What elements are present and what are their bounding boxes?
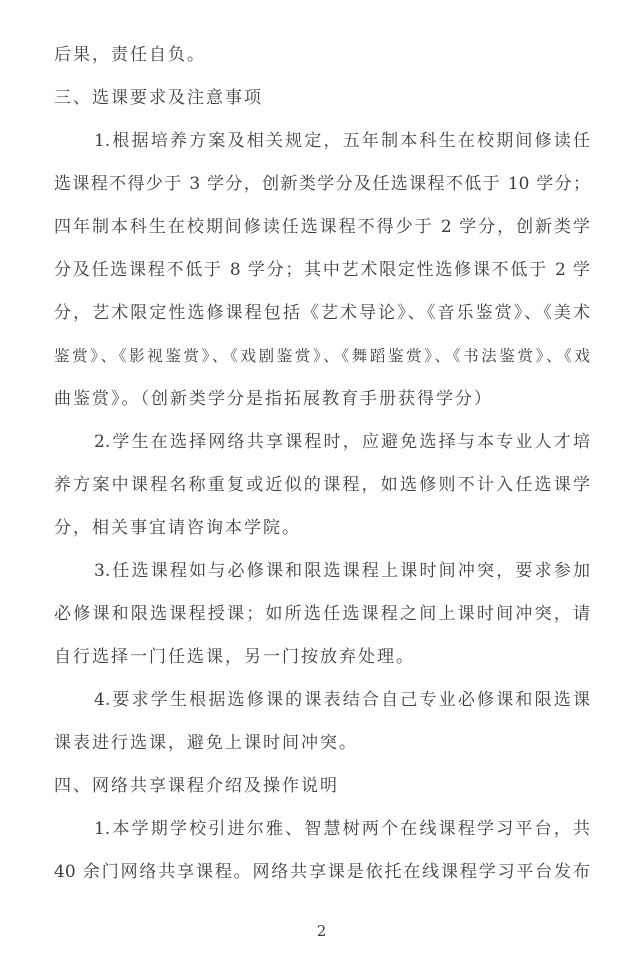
- text-line: 选课程不得少于 3 学分，创新类学分及任选课程不低于 10 学分；: [54, 174, 590, 194]
- text-line: 后果，责任自负。: [54, 45, 206, 65]
- text-line: 1.根据培养方案及相关规定，五年制本科生在校期间修读任: [94, 131, 590, 151]
- text-line: 鉴赏》、《影视鉴赏》、《戏剧鉴赏》、《舞蹈鉴赏》、《书法鉴赏》、《戏: [54, 347, 590, 365]
- document-body: [54, 34, 590, 894]
- text-line: 分及任选课程不低于 8 学分；其中艺术限定性选修课不低于 2 学: [54, 260, 590, 280]
- text-line: 分，艺术限定性选修课程包括《艺术导论》、《音乐鉴赏》、《美术: [54, 303, 590, 323]
- text-line: 分，相关事宜请咨询本学院。: [54, 518, 301, 538]
- section-heading: 四、网络共享课程介绍及操作说明: [54, 776, 339, 796]
- text-line: 2.学生在选择网络共享课程时，应避免选择与本专业人才培: [94, 432, 590, 452]
- section-heading: 三、选课要求及注意事项: [54, 88, 263, 108]
- text-line: 曲鉴赏》。（创新类学分是指拓展教育手册获得学分）: [54, 389, 493, 409]
- text-line: 3.任选课程如与必修课和限选课程上课时间冲突，要求参加: [94, 561, 590, 581]
- text-line: 1.本学期学校引进尔雅、智慧树两个在线课程学习平台，共: [94, 819, 590, 839]
- text-line: 4.要求学生根据选修课的课表结合自己专业必修课和限选课: [94, 690, 590, 710]
- text-line: 40 余门网络共享课程。网络共享课是依托在线课程学习平台发布: [54, 862, 590, 882]
- text-line: 课表进行选课，避免上课时间冲突。: [54, 733, 358, 753]
- text-line: 四年制本科生在校期间修读任选课程不得少于 2 学分，创新类学: [54, 217, 590, 237]
- text-line: 必修课和限选课程授课；如所选任选课程之间上课时间冲突，请: [54, 604, 590, 624]
- text-line: 自行选择一门任选课，另一门按放弃处理。: [54, 647, 415, 667]
- page-number: 2: [316, 922, 327, 940]
- text-line: 养方案中课程名称重复或近似的课程，如选修则不计入任选课学: [54, 475, 590, 495]
